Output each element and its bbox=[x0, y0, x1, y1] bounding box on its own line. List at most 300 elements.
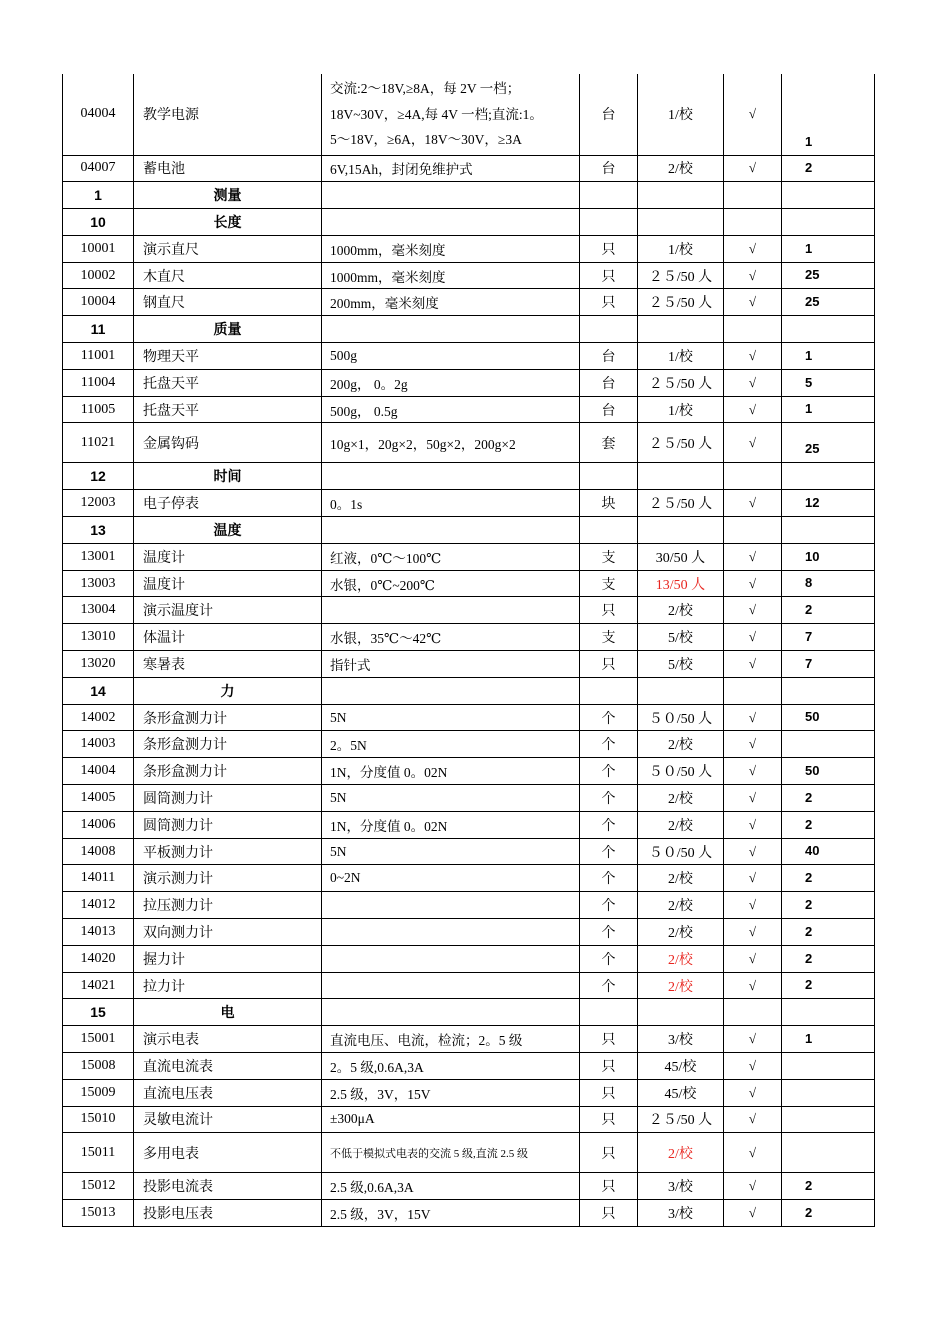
item-code: 14012 bbox=[63, 892, 134, 919]
item-unit: 个 bbox=[580, 945, 638, 972]
empty-cell bbox=[322, 316, 580, 343]
item-check-mark: √ bbox=[724, 892, 782, 919]
item-check-mark: √ bbox=[724, 423, 782, 463]
item-code: 14004 bbox=[63, 758, 134, 785]
item-quota: 2/校 bbox=[638, 892, 724, 919]
item-code: 10002 bbox=[63, 262, 134, 289]
item-check-mark: √ bbox=[724, 1106, 782, 1133]
category-title: 力 bbox=[134, 677, 322, 704]
empty-cell bbox=[638, 209, 724, 236]
item-check-mark: √ bbox=[724, 155, 782, 182]
item-unit: 支 bbox=[580, 570, 638, 597]
item-check-mark: √ bbox=[724, 262, 782, 289]
item-unit: 只 bbox=[580, 1053, 638, 1080]
item-quota: 45/校 bbox=[638, 1053, 724, 1080]
item-unit: 个 bbox=[580, 865, 638, 892]
item-check-mark: √ bbox=[724, 235, 782, 262]
item-code: 15009 bbox=[63, 1079, 134, 1106]
item-count: 10 bbox=[782, 543, 875, 570]
item-code: 10004 bbox=[63, 289, 134, 316]
item-spec bbox=[322, 892, 580, 919]
item-unit: 只 bbox=[580, 1079, 638, 1106]
category-row bbox=[63, 316, 875, 343]
item-row bbox=[63, 731, 875, 758]
item-unit: 套 bbox=[580, 423, 638, 463]
item-unit: 个 bbox=[580, 892, 638, 919]
item-count: 7 bbox=[782, 624, 875, 651]
item-spec: 水银，35℃～42℃ bbox=[322, 624, 580, 651]
item-check-mark: √ bbox=[724, 1173, 782, 1200]
item-name: 钢直尺 bbox=[134, 289, 322, 316]
item-name: 投影电压表 bbox=[134, 1200, 322, 1227]
item-quota: ５０/50 人 bbox=[638, 704, 724, 731]
item-row bbox=[63, 490, 875, 517]
item-spec: 5N bbox=[322, 838, 580, 865]
empty-cell bbox=[638, 182, 724, 209]
item-name: 圆筒测力计 bbox=[134, 811, 322, 838]
item-spec: 2。5 级,0.6A,3A bbox=[322, 1053, 580, 1080]
item-unit: 个 bbox=[580, 972, 638, 999]
item-quota: ２５/50 人 bbox=[638, 1106, 724, 1133]
item-name: 教学电源 bbox=[134, 74, 322, 155]
item-unit: 个 bbox=[580, 811, 638, 838]
item-check-mark: √ bbox=[724, 396, 782, 423]
item-code: 04007 bbox=[63, 155, 134, 182]
item-check-mark: √ bbox=[724, 731, 782, 758]
item-count bbox=[782, 731, 875, 758]
item-spec: 0。1s bbox=[322, 490, 580, 517]
item-name: 平板测力计 bbox=[134, 838, 322, 865]
item-spec bbox=[322, 972, 580, 999]
item-quota: 3/校 bbox=[638, 1173, 724, 1200]
empty-cell bbox=[580, 677, 638, 704]
item-code: 13001 bbox=[63, 543, 134, 570]
item-quota: ２５/50 人 bbox=[638, 289, 724, 316]
category-row bbox=[63, 182, 875, 209]
category-code: 14 bbox=[63, 677, 134, 704]
item-count: 2 bbox=[782, 785, 875, 812]
item-row bbox=[63, 945, 875, 972]
item-check-mark: √ bbox=[724, 811, 782, 838]
item-code: 15010 bbox=[63, 1106, 134, 1133]
item-row bbox=[63, 624, 875, 651]
item-code: 14020 bbox=[63, 945, 134, 972]
item-name: 演示电表 bbox=[134, 1026, 322, 1053]
item-row bbox=[63, 570, 875, 597]
category-title: 测量 bbox=[134, 182, 322, 209]
item-row bbox=[63, 343, 875, 370]
item-unit: 个 bbox=[580, 704, 638, 731]
item-row bbox=[63, 597, 875, 624]
item-name: 木直尺 bbox=[134, 262, 322, 289]
item-quota: 2/校 bbox=[638, 919, 724, 946]
empty-cell bbox=[782, 517, 875, 544]
item-name: 握力计 bbox=[134, 945, 322, 972]
empty-cell bbox=[580, 517, 638, 544]
item-check-mark: √ bbox=[724, 865, 782, 892]
item-row bbox=[63, 651, 875, 678]
item-spec bbox=[322, 919, 580, 946]
item-name: 蓄电池 bbox=[134, 155, 322, 182]
item-row bbox=[63, 289, 875, 316]
empty-cell bbox=[724, 999, 782, 1026]
item-unit: 个 bbox=[580, 785, 638, 812]
item-quota: 30/50 人 bbox=[638, 543, 724, 570]
item-spec bbox=[322, 597, 580, 624]
item-quota: 2/校 bbox=[638, 1133, 724, 1173]
category-row bbox=[63, 463, 875, 490]
item-quota: 1/校 bbox=[638, 343, 724, 370]
item-unit: 只 bbox=[580, 235, 638, 262]
item-unit: 台 bbox=[580, 155, 638, 182]
empty-cell bbox=[724, 209, 782, 236]
empty-cell bbox=[322, 182, 580, 209]
item-count: 12 bbox=[782, 490, 875, 517]
item-count: 2 bbox=[782, 892, 875, 919]
item-quota: 2/校 bbox=[638, 785, 724, 812]
item-spec: 5N bbox=[322, 785, 580, 812]
item-quota: ２５/50 人 bbox=[638, 490, 724, 517]
item-unit: 支 bbox=[580, 543, 638, 570]
item-quota: 2/校 bbox=[638, 945, 724, 972]
item-quota: 2/校 bbox=[638, 155, 724, 182]
item-quota: 2/校 bbox=[638, 731, 724, 758]
item-count: 2 bbox=[782, 1200, 875, 1227]
item-code: 13003 bbox=[63, 570, 134, 597]
item-count: 2 bbox=[782, 865, 875, 892]
item-code: 15011 bbox=[63, 1133, 134, 1173]
item-spec: 10g×1，20g×2，50g×2，200g×2 bbox=[322, 423, 580, 463]
item-unit: 台 bbox=[580, 343, 638, 370]
item-row bbox=[63, 543, 875, 570]
item-spec: 1000mm，毫米刻度 bbox=[322, 235, 580, 262]
empty-cell bbox=[580, 316, 638, 343]
item-row bbox=[63, 1026, 875, 1053]
category-code: 13 bbox=[63, 517, 134, 544]
item-count: 40 bbox=[782, 838, 875, 865]
item-check-mark: √ bbox=[724, 1079, 782, 1106]
item-count: 2 bbox=[782, 919, 875, 946]
item-quota: ２５/50 人 bbox=[638, 423, 724, 463]
item-check-mark: √ bbox=[724, 651, 782, 678]
item-row bbox=[63, 892, 875, 919]
item-row bbox=[63, 785, 875, 812]
item-quota: ５０/50 人 bbox=[638, 838, 724, 865]
empty-cell bbox=[782, 463, 875, 490]
item-spec: 200mm，毫米刻度 bbox=[322, 289, 580, 316]
category-title: 时间 bbox=[134, 463, 322, 490]
item-unit: 个 bbox=[580, 758, 638, 785]
item-check-mark: √ bbox=[724, 1200, 782, 1227]
item-code: 11004 bbox=[63, 369, 134, 396]
item-quota: ２５/50 人 bbox=[638, 262, 724, 289]
item-check-mark: √ bbox=[724, 758, 782, 785]
item-count: 2 bbox=[782, 972, 875, 999]
item-count: 2 bbox=[782, 1173, 875, 1200]
item-row bbox=[63, 1106, 875, 1133]
item-quota: ２５/50 人 bbox=[638, 369, 724, 396]
item-unit: 只 bbox=[580, 1133, 638, 1173]
item-unit: 只 bbox=[580, 651, 638, 678]
item-quota: 1/校 bbox=[638, 74, 724, 155]
item-check-mark: √ bbox=[724, 543, 782, 570]
item-code: 14021 bbox=[63, 972, 134, 999]
item-code: 15012 bbox=[63, 1173, 134, 1200]
item-code: 11001 bbox=[63, 343, 134, 370]
item-check-mark: √ bbox=[724, 597, 782, 624]
category-code: 1 bbox=[63, 182, 134, 209]
item-name: 温度计 bbox=[134, 570, 322, 597]
item-name: 体温计 bbox=[134, 624, 322, 651]
item-count: 50 bbox=[782, 758, 875, 785]
item-row bbox=[63, 1079, 875, 1106]
item-code: 04004 bbox=[63, 74, 134, 155]
item-code: 15013 bbox=[63, 1200, 134, 1227]
item-spec: 2.5 级，3V，15V bbox=[322, 1200, 580, 1227]
item-spec: 1N，分度值 0。02N bbox=[322, 758, 580, 785]
empty-cell bbox=[322, 209, 580, 236]
item-code: 14005 bbox=[63, 785, 134, 812]
item-name: 直流电压表 bbox=[134, 1079, 322, 1106]
empty-cell bbox=[322, 463, 580, 490]
item-check-mark: √ bbox=[724, 919, 782, 946]
category-code: 11 bbox=[63, 316, 134, 343]
equipment-list-table bbox=[62, 74, 875, 1227]
item-name: 直流电流表 bbox=[134, 1053, 322, 1080]
item-row bbox=[63, 1053, 875, 1080]
item-count: 1 bbox=[782, 343, 875, 370]
item-name: 电子停表 bbox=[134, 490, 322, 517]
item-code: 14003 bbox=[63, 731, 134, 758]
item-count: 25 bbox=[782, 262, 875, 289]
empty-cell bbox=[580, 182, 638, 209]
item-quota: 1/校 bbox=[638, 396, 724, 423]
equipment-table-body bbox=[63, 74, 875, 1226]
empty-cell bbox=[580, 209, 638, 236]
item-name: 双向测力计 bbox=[134, 919, 322, 946]
empty-cell bbox=[322, 677, 580, 704]
item-count: 2 bbox=[782, 155, 875, 182]
empty-cell bbox=[322, 517, 580, 544]
item-count: 1 bbox=[782, 235, 875, 262]
empty-cell bbox=[322, 999, 580, 1026]
item-check-mark: √ bbox=[724, 704, 782, 731]
item-count bbox=[782, 1079, 875, 1106]
category-title: 长度 bbox=[134, 209, 322, 236]
category-title: 电 bbox=[134, 999, 322, 1026]
item-spec: 不低于模拟式电表的交流 5 级,直流 2.5 级 bbox=[322, 1133, 580, 1173]
item-check-mark: √ bbox=[724, 1053, 782, 1080]
item-row bbox=[63, 919, 875, 946]
item-unit: 个 bbox=[580, 731, 638, 758]
item-name: 物理天平 bbox=[134, 343, 322, 370]
category-title: 质量 bbox=[134, 316, 322, 343]
item-quota: ５０/50 人 bbox=[638, 758, 724, 785]
item-row bbox=[63, 865, 875, 892]
item-check-mark: √ bbox=[724, 624, 782, 651]
item-unit: 台 bbox=[580, 396, 638, 423]
item-count bbox=[782, 1106, 875, 1133]
item-check-mark: √ bbox=[724, 1026, 782, 1053]
item-name: 演示直尺 bbox=[134, 235, 322, 262]
item-spec: ±300μA bbox=[322, 1106, 580, 1133]
item-check-mark: √ bbox=[724, 945, 782, 972]
item-code: 15008 bbox=[63, 1053, 134, 1080]
item-count: 5 bbox=[782, 369, 875, 396]
item-name: 演示测力计 bbox=[134, 865, 322, 892]
empty-cell bbox=[638, 316, 724, 343]
item-count: 1 bbox=[782, 1026, 875, 1053]
item-count: 1 bbox=[782, 396, 875, 423]
item-code: 14013 bbox=[63, 919, 134, 946]
item-unit: 块 bbox=[580, 490, 638, 517]
item-unit: 只 bbox=[580, 1173, 638, 1200]
item-row bbox=[63, 972, 875, 999]
item-unit: 支 bbox=[580, 624, 638, 651]
item-name: 多用电表 bbox=[134, 1133, 322, 1173]
item-name: 拉力计 bbox=[134, 972, 322, 999]
empty-cell bbox=[580, 463, 638, 490]
item-name: 托盘天平 bbox=[134, 369, 322, 396]
item-count bbox=[782, 1133, 875, 1173]
item-name: 拉压测力计 bbox=[134, 892, 322, 919]
item-name: 圆筒测力计 bbox=[134, 785, 322, 812]
item-check-mark: √ bbox=[724, 490, 782, 517]
item-check-mark: √ bbox=[724, 343, 782, 370]
category-title: 温度 bbox=[134, 517, 322, 544]
item-quota: 2/校 bbox=[638, 865, 724, 892]
item-spec: 5N bbox=[322, 704, 580, 731]
item-quota: 1/校 bbox=[638, 235, 724, 262]
item-quota: 5/校 bbox=[638, 651, 724, 678]
item-count: 2 bbox=[782, 811, 875, 838]
empty-cell bbox=[782, 209, 875, 236]
item-unit: 只 bbox=[580, 597, 638, 624]
item-code: 14011 bbox=[63, 865, 134, 892]
item-spec: 2.5 级，3V，15V bbox=[322, 1079, 580, 1106]
item-row bbox=[63, 74, 875, 155]
item-count bbox=[782, 1053, 875, 1080]
empty-cell bbox=[638, 463, 724, 490]
item-spec bbox=[322, 945, 580, 972]
category-row bbox=[63, 209, 875, 236]
category-row bbox=[63, 999, 875, 1026]
item-check-mark: √ bbox=[724, 570, 782, 597]
item-spec: 水银，0℃~200℃ bbox=[322, 570, 580, 597]
item-row bbox=[63, 423, 875, 463]
item-name: 条形盒测力计 bbox=[134, 758, 322, 785]
item-code: 13020 bbox=[63, 651, 134, 678]
item-unit: 个 bbox=[580, 919, 638, 946]
item-code: 14008 bbox=[63, 838, 134, 865]
item-row bbox=[63, 155, 875, 182]
empty-cell bbox=[724, 517, 782, 544]
empty-cell bbox=[782, 677, 875, 704]
item-check-mark: √ bbox=[724, 74, 782, 155]
item-row bbox=[63, 396, 875, 423]
item-quota: 3/校 bbox=[638, 1200, 724, 1227]
item-count: 2 bbox=[782, 945, 875, 972]
item-check-mark: √ bbox=[724, 1133, 782, 1173]
item-code: 14002 bbox=[63, 704, 134, 731]
item-unit: 只 bbox=[580, 1106, 638, 1133]
item-name: 金属钩码 bbox=[134, 423, 322, 463]
item-code: 15001 bbox=[63, 1026, 134, 1053]
item-spec: 红液，0℃～100℃ bbox=[322, 543, 580, 570]
item-code: 10001 bbox=[63, 235, 134, 262]
item-spec: 2。5N bbox=[322, 731, 580, 758]
item-check-mark: √ bbox=[724, 838, 782, 865]
item-row bbox=[63, 758, 875, 785]
empty-cell bbox=[638, 517, 724, 544]
item-code: 14006 bbox=[63, 811, 134, 838]
item-quota: 2/校 bbox=[638, 597, 724, 624]
item-row bbox=[63, 838, 875, 865]
empty-cell bbox=[724, 677, 782, 704]
item-unit: 只 bbox=[580, 1200, 638, 1227]
item-quota: 45/校 bbox=[638, 1079, 724, 1106]
item-row bbox=[63, 262, 875, 289]
category-code: 15 bbox=[63, 999, 134, 1026]
item-spec: 2.5 级,0.6A,3A bbox=[322, 1173, 580, 1200]
item-quota: 2/校 bbox=[638, 811, 724, 838]
category-code: 10 bbox=[63, 209, 134, 236]
item-check-mark: √ bbox=[724, 289, 782, 316]
item-spec: 500g bbox=[322, 343, 580, 370]
item-unit: 台 bbox=[580, 74, 638, 155]
item-row bbox=[63, 1200, 875, 1227]
item-name: 托盘天平 bbox=[134, 396, 322, 423]
item-spec: 指针式 bbox=[322, 651, 580, 678]
empty-cell bbox=[782, 999, 875, 1026]
item-unit: 台 bbox=[580, 369, 638, 396]
item-row bbox=[63, 235, 875, 262]
item-spec: 1000mm，毫米刻度 bbox=[322, 262, 580, 289]
item-name: 灵敏电流计 bbox=[134, 1106, 322, 1133]
item-quota: 5/校 bbox=[638, 624, 724, 651]
item-name: 条形盒测力计 bbox=[134, 731, 322, 758]
item-check-mark: √ bbox=[724, 369, 782, 396]
item-unit: 个 bbox=[580, 838, 638, 865]
item-count: 7 bbox=[782, 651, 875, 678]
category-row bbox=[63, 517, 875, 544]
item-unit: 只 bbox=[580, 289, 638, 316]
item-row bbox=[63, 811, 875, 838]
empty-cell bbox=[638, 999, 724, 1026]
item-unit: 只 bbox=[580, 262, 638, 289]
item-check-mark: √ bbox=[724, 785, 782, 812]
item-count: 25 bbox=[782, 423, 875, 463]
empty-cell bbox=[724, 463, 782, 490]
empty-cell bbox=[724, 182, 782, 209]
item-name: 演示温度计 bbox=[134, 597, 322, 624]
item-code: 13010 bbox=[63, 624, 134, 651]
item-code: 12003 bbox=[63, 490, 134, 517]
item-count: 50 bbox=[782, 704, 875, 731]
item-code: 11005 bbox=[63, 396, 134, 423]
item-spec: 200g， 0。2g bbox=[322, 369, 580, 396]
item-name: 温度计 bbox=[134, 543, 322, 570]
item-name: 投影电流表 bbox=[134, 1173, 322, 1200]
item-spec: 6V,15Ah，封闭免维护式 bbox=[322, 155, 580, 182]
empty-cell bbox=[580, 999, 638, 1026]
item-code: 13004 bbox=[63, 597, 134, 624]
empty-cell bbox=[638, 677, 724, 704]
empty-cell bbox=[782, 182, 875, 209]
item-spec: 直流电压、电流，检流；2。5 级 bbox=[322, 1026, 580, 1053]
item-quota: 2/校 bbox=[638, 972, 724, 999]
item-count: 2 bbox=[782, 597, 875, 624]
